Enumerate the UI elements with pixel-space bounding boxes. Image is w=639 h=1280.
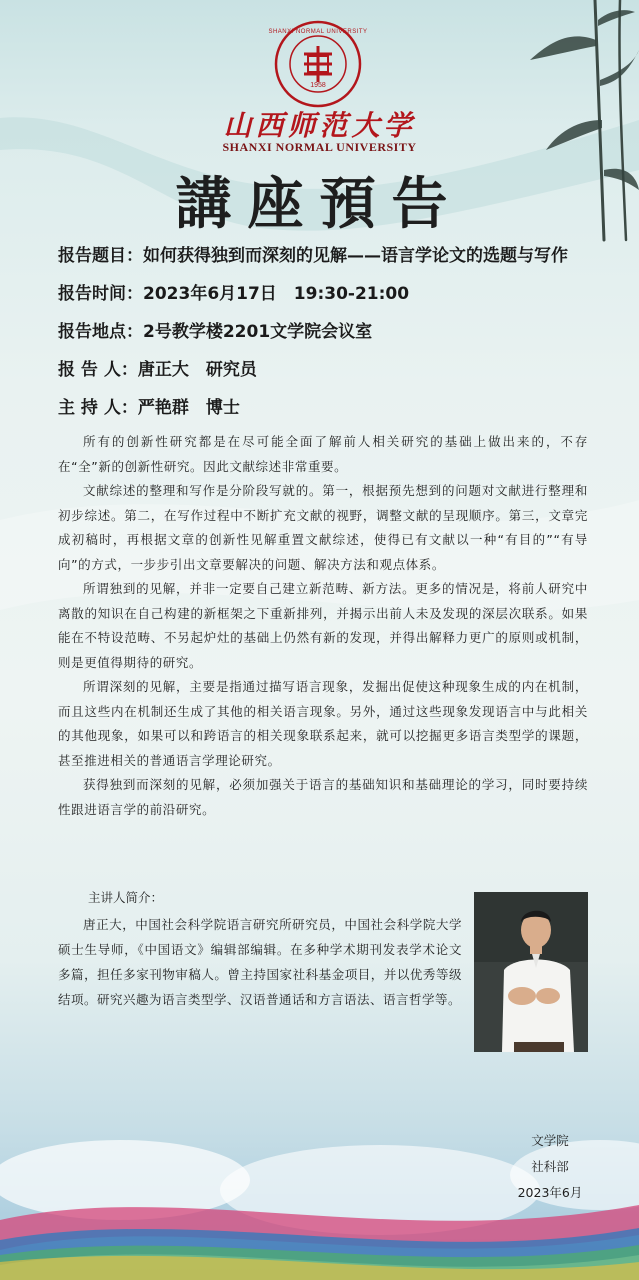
signature-block xyxy=(500,1128,600,1206)
info-time xyxy=(58,278,638,316)
speaker-bio-text: 唐正大，中国社会科学院语言研究所研究员，中国社会科学院大学硕士生导师，《中国语文》编辑部编辑。在多种学术期刊发表学术论文多篇，担任多家刊物审稿人。曾主持国家社科基金项目，并以优秀等级结项。研究兴趣为语言类型学、汉语普通话和方言语法、语言哲学等。 xyxy=(58,917,462,1007)
lecture-abstract xyxy=(58,430,588,822)
info-value: 唐正大 研究员 xyxy=(137,360,257,380)
info-value: 2023年6月17日 19:30-21:00 xyxy=(143,284,410,304)
info-value: 2号教学楼2201文学院会议室 xyxy=(143,322,373,342)
speaker-portrait-illustration xyxy=(474,892,588,1052)
abstract-paragraph: 所谓独到的见解，并非一定要自己建立新范畴、新方法。更多的情况是，将前人研究中离散的知识在自己构建的新框架之下重新排列，并揭示出前人未及发现的深层次联系。如果能在不特设范畴、不另起炉灶的基础上仍然有新的发现，并得出解释力更广的原则或机制，则是更值得期待的研究。 xyxy=(58,581,588,670)
signature-dept-social-science: 社科部 xyxy=(531,1159,569,1174)
info-host xyxy=(58,392,638,430)
info-label: 报告地点： xyxy=(58,322,143,342)
info-label: 报告时间： xyxy=(58,284,143,304)
info-label: 主 持 人： xyxy=(58,398,138,418)
info-label: 报 告 人： xyxy=(58,360,138,380)
info-label: 报告题目： xyxy=(58,246,143,266)
info-topic xyxy=(58,240,638,278)
abstract-paragraph: 所有的创新性研究都是在尽可能全面了解前人相关研究的基础上做出来的，不存在“全”新的创新性研究。因此文献综述非常重要。 xyxy=(58,434,588,474)
university-seal-logo xyxy=(268,20,368,108)
signature-dept-literature: 文学院 xyxy=(531,1133,569,1148)
speaker-photo xyxy=(474,892,588,1052)
university-name-chinese: 山西师范大学 xyxy=(223,109,416,142)
speaker-bio-heading: 主讲人简介： xyxy=(88,890,164,905)
lecture-info xyxy=(58,240,638,430)
svg-text:SHANXI NORMAL UNIVERSITY: SHANXI NORMAL UNIVERSITY xyxy=(268,29,368,35)
abstract-paragraph: 所谓深刻的见解，主要是指通过描写语言现象，发掘出促使这种现象生成的内在机制，而且这些内在机制还生成了其他的相关语言现象。另外，通过这些现象发现语言中与此相关的其他现象，如果可以和跨语言的相关现象联系起来，就可以挖掘更多语言类型学的课题，甚至推进相关的普通语言学理论研究。 xyxy=(58,679,588,768)
svg-text:1958: 1958 xyxy=(310,82,326,89)
info-value: 严艳群 博士 xyxy=(137,398,240,418)
signature-date: 2023年6月 xyxy=(517,1185,583,1200)
poster-title: 講座預告 xyxy=(175,171,464,237)
abstract-paragraph: 获得独到而深刻的见解，必须加强关于语言的基础知识和基础理论的学习，同时要持续性跟进语言学的前沿研究。 xyxy=(58,777,588,817)
university-name-english: SHANXI NORMAL UNIVERSITY xyxy=(222,140,417,154)
info-location xyxy=(58,316,638,354)
info-value: 如何获得独到而深刻的见解——语言学论文的选题与写作 xyxy=(143,246,568,266)
info-speaker xyxy=(58,354,638,392)
abstract-paragraph: 文献综述的整理和写作是分阶段写就的。第一，根据预先想到的问题对文献进行整理和初步综述。第二，在写作过程中不断扩充文献的视野，调整文献的呈现顺序。第三，文章完成初稿时，再根据文章的创新性见解重置文献综述，使得已有文献以一种“有目的”“有导向”的方式，一步步引出文章要解决的问题、解决方法和观点体系。 xyxy=(58,483,588,572)
